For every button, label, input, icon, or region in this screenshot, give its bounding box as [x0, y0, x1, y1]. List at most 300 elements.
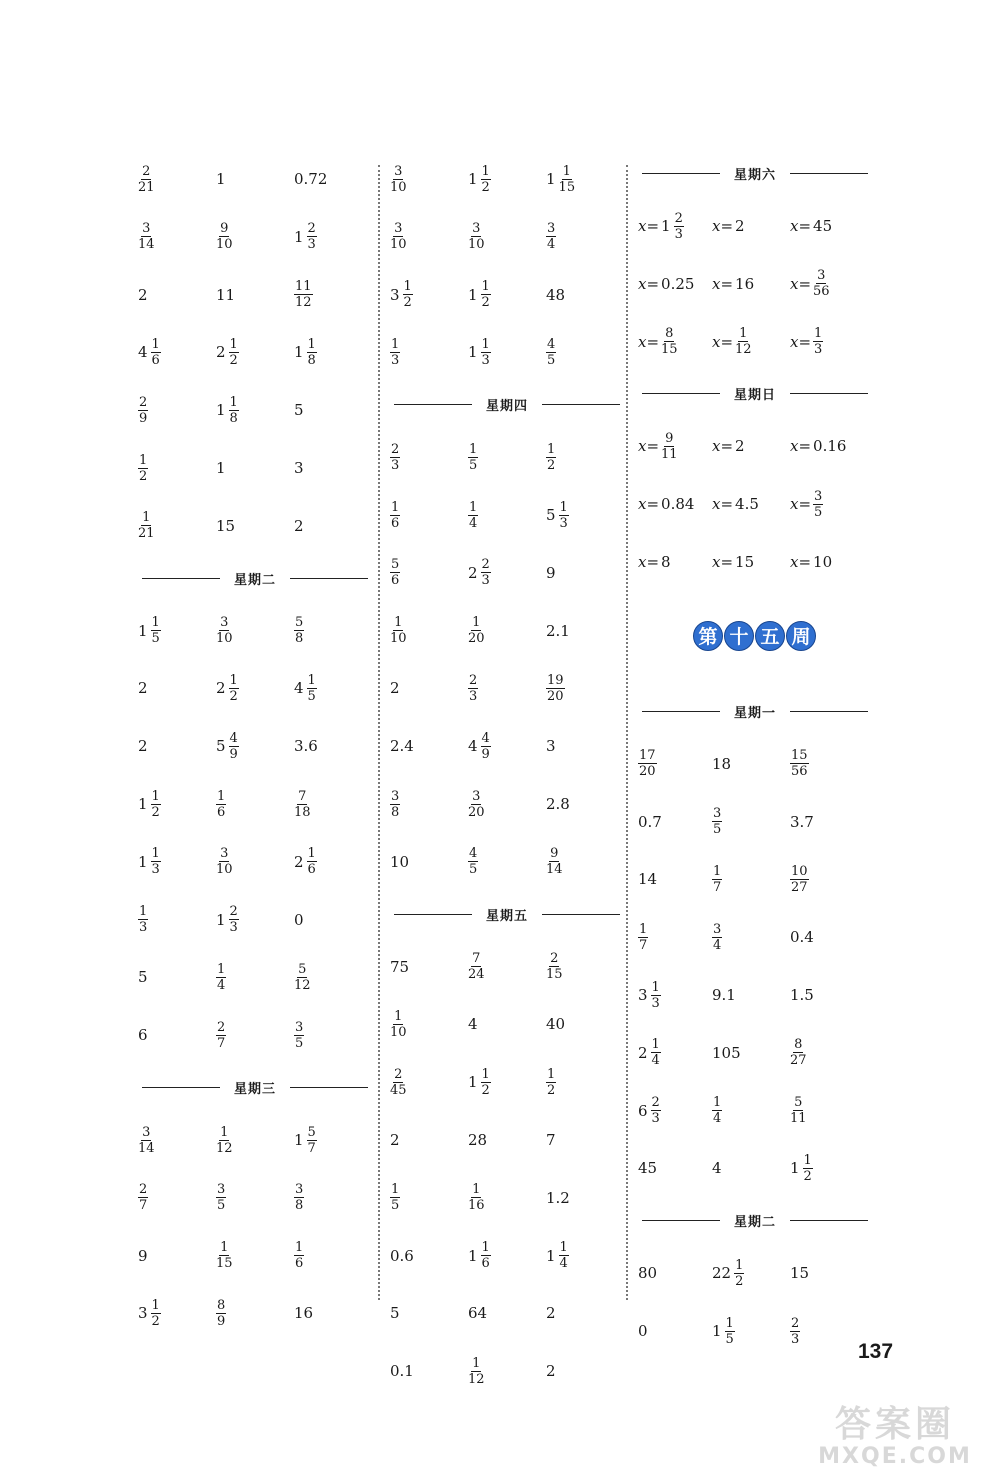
- fraction: [468, 1182, 485, 1213]
- denominator: 5: [295, 1035, 304, 1051]
- numerator: 10: [791, 863, 808, 879]
- fraction: [138, 510, 155, 541]
- variable-prefix: x=: [638, 437, 660, 456]
- answer-cell: [638, 859, 657, 899]
- value-text: 2: [138, 737, 148, 756]
- fraction: [138, 1125, 155, 1156]
- denominator: 5: [391, 1198, 400, 1214]
- denominator: 5: [217, 1198, 226, 1214]
- fraction: [546, 673, 565, 704]
- denominator: 7: [217, 1035, 226, 1051]
- watermark-url: MXQE.COM: [818, 1444, 972, 1469]
- numerator: 5: [391, 557, 400, 573]
- numerator: 1: [803, 1152, 812, 1168]
- denominator: 6: [307, 862, 316, 878]
- answer-row: [382, 1236, 622, 1276]
- answer-cell: [294, 784, 311, 824]
- answer-cell: [638, 264, 694, 304]
- fraction: [216, 221, 233, 252]
- value-text: 2: [390, 1131, 400, 1149]
- numerator: 1: [307, 336, 316, 352]
- answer-row: [130, 1178, 370, 1218]
- numerator: 3: [394, 221, 403, 237]
- whole-part: 1: [790, 1159, 800, 1178]
- answer-row: [382, 726, 622, 766]
- answer-row: [130, 668, 370, 708]
- numerator: 1: [229, 394, 238, 410]
- answer-cell: [138, 1015, 148, 1055]
- fraction: [390, 164, 407, 195]
- answer-cell: [638, 744, 657, 784]
- value-text: 48: [546, 285, 566, 304]
- fraction: [813, 268, 830, 299]
- whole-part: 1: [138, 621, 148, 640]
- numerator: 1: [151, 788, 160, 804]
- denominator: 9: [217, 1313, 226, 1329]
- fraction: [651, 1095, 661, 1126]
- denominator: 6: [295, 1256, 304, 1272]
- numerator: 1: [481, 336, 490, 352]
- fraction: [229, 337, 239, 368]
- answer-cell: [294, 1120, 317, 1160]
- answer-row: [630, 1311, 870, 1351]
- whole-part: 4: [294, 679, 304, 698]
- denominator: 10: [216, 862, 233, 878]
- numerator: 5: [298, 961, 307, 977]
- answer-row: [130, 611, 370, 651]
- day-heading: [382, 902, 622, 926]
- answer-cell: [294, 1236, 304, 1276]
- answer-cell: [546, 1178, 570, 1218]
- whole-part: 1: [138, 795, 148, 813]
- fraction: [138, 164, 155, 195]
- answer-cell: [546, 332, 556, 372]
- denominator: 3: [791, 1331, 800, 1347]
- fraction: [559, 500, 569, 531]
- numerator: 1: [391, 336, 400, 352]
- variable-prefix: x=: [638, 495, 660, 514]
- fraction: [151, 337, 161, 368]
- answer-cell: [790, 542, 832, 582]
- fraction: [790, 864, 809, 895]
- numerator: 1: [391, 499, 400, 515]
- value-text: 40: [546, 1015, 566, 1034]
- denominator: 4: [559, 1256, 568, 1272]
- answer-cell: [390, 1236, 414, 1276]
- denominator: 5: [814, 504, 823, 520]
- fraction: [151, 615, 161, 646]
- numerator: 1: [229, 336, 238, 352]
- numerator: 1: [469, 499, 478, 515]
- answer-cell: [294, 506, 304, 546]
- denominator: 10: [390, 179, 407, 195]
- answer-cell: [546, 1120, 556, 1160]
- denominator: 2: [547, 457, 556, 473]
- watermark-logo: [800, 1405, 990, 1469]
- denominator: 14: [546, 862, 563, 878]
- numerator: 19: [547, 672, 564, 688]
- value-text: 14: [638, 870, 658, 889]
- answer-cell: [468, 1062, 491, 1102]
- fraction: [403, 279, 413, 310]
- fraction: [546, 1067, 556, 1098]
- numerator: 1: [481, 1066, 490, 1082]
- whole-part: 5: [216, 737, 226, 756]
- answer-cell: [546, 1062, 556, 1102]
- day-heading: [382, 392, 622, 416]
- numerator: 1: [394, 615, 403, 631]
- fraction: [390, 337, 400, 368]
- denominator: 21: [138, 526, 155, 542]
- fraction: [216, 962, 226, 993]
- value-text: 0.84: [661, 495, 695, 514]
- answer-cell: [546, 159, 575, 199]
- answer-cell: [638, 1148, 657, 1188]
- value-text: 0.72: [294, 170, 328, 188]
- value-text: 0.7: [638, 812, 662, 831]
- whole-part: 2: [216, 343, 226, 362]
- whole-part: 1: [661, 217, 671, 235]
- numerator: 9: [550, 846, 559, 862]
- value-text: 2: [138, 285, 148, 304]
- denominator: 3: [391, 457, 400, 473]
- denominator: 11: [661, 446, 678, 462]
- numerator: 9: [220, 221, 229, 237]
- denominator: 2: [481, 1082, 490, 1098]
- numerator: 3: [391, 788, 400, 804]
- day-title: 星期二: [233, 572, 276, 588]
- answer-cell: [390, 217, 407, 257]
- value-text: 0.4: [790, 928, 814, 947]
- answer-cell: [712, 206, 745, 246]
- numerator: 3: [220, 615, 229, 631]
- week-badge-char: 五: [755, 621, 785, 651]
- day-heading: [630, 1208, 870, 1232]
- value-text: 5: [294, 401, 304, 420]
- answer-cell: [468, 495, 478, 535]
- answer-cell: [638, 1091, 661, 1131]
- answer-cell: [790, 744, 809, 784]
- denominator: 4: [217, 977, 226, 993]
- value-text: 9: [546, 563, 556, 582]
- numerator: 1: [217, 788, 226, 804]
- answer-cell: [390, 784, 400, 824]
- answer-row: [382, 668, 622, 708]
- answer-cell: [790, 802, 814, 842]
- numerator: 2: [139, 394, 148, 410]
- answer-cell: [294, 275, 313, 315]
- denominator: 6: [217, 804, 226, 820]
- answer-cell: [638, 426, 678, 466]
- fraction: [790, 1095, 807, 1126]
- answer-cell: [390, 1062, 407, 1102]
- denominator: 7: [713, 879, 722, 895]
- denominator: 4: [713, 937, 722, 953]
- numerator: 3: [394, 163, 403, 179]
- value-text: 3: [294, 459, 304, 477]
- fraction: [712, 1095, 722, 1126]
- fraction: [725, 1316, 735, 1347]
- value-text: 28: [468, 1131, 488, 1149]
- variable-prefix: x=: [712, 217, 734, 235]
- whole-part: 4: [138, 343, 148, 362]
- answer-cell: [390, 332, 400, 372]
- fraction: [468, 673, 478, 704]
- answer-row: [382, 217, 622, 257]
- numerator: 1: [151, 1297, 160, 1313]
- fraction: [151, 846, 161, 877]
- answer-row: [382, 495, 622, 535]
- answer-cell: [468, 947, 485, 987]
- value-text: 2: [294, 516, 304, 535]
- day-title: 星期五: [485, 908, 528, 924]
- fraction: [229, 673, 239, 704]
- denominator: 2: [481, 295, 490, 311]
- fraction: [307, 221, 317, 252]
- whole-part: 1: [468, 1073, 478, 1092]
- fraction: [151, 789, 161, 820]
- answer-cell: [216, 900, 239, 940]
- variable-prefix: x=: [712, 274, 734, 293]
- answer-cell: [546, 495, 569, 535]
- denominator: 6: [481, 1256, 490, 1272]
- numerator: 1: [814, 326, 823, 342]
- fraction: [638, 922, 648, 953]
- value-text: 2: [138, 679, 148, 698]
- value-text: 2: [546, 1362, 556, 1381]
- fraction: [481, 279, 491, 310]
- answer-cell: [390, 1293, 400, 1333]
- numerator: 2: [674, 210, 683, 226]
- variable-prefix: x=: [790, 495, 812, 514]
- fraction: [216, 1298, 226, 1329]
- denominator: 56: [813, 284, 830, 300]
- heading-rule: [142, 578, 220, 579]
- answer-cell: [390, 437, 400, 477]
- numerator: 2: [469, 672, 478, 688]
- day-title: 星期三: [233, 1082, 276, 1097]
- variable-prefix: x=: [638, 553, 660, 571]
- numerator: 1: [735, 1257, 744, 1273]
- answer-cell: [216, 1015, 226, 1055]
- answer-cell: [294, 842, 317, 882]
- fraction: [813, 489, 823, 520]
- denominator: 2: [151, 804, 160, 820]
- answer-cell: [390, 553, 400, 593]
- answer-cell: [638, 917, 648, 957]
- fraction: [138, 221, 155, 252]
- heading-rule: [394, 404, 472, 405]
- heading-rule: [642, 173, 720, 174]
- answer-cell: [546, 275, 565, 315]
- numerator: 1: [142, 510, 151, 526]
- fraction: [138, 453, 148, 484]
- answer-cell: [790, 264, 830, 304]
- fraction: [734, 1258, 744, 1289]
- fraction: [546, 221, 556, 252]
- answer-row: [630, 1253, 870, 1293]
- fraction: [390, 1009, 407, 1040]
- answer-cell: [712, 917, 722, 957]
- variable-prefix: x=: [790, 437, 812, 456]
- whole-part: 1: [712, 1322, 722, 1340]
- fraction: [661, 326, 678, 357]
- numerator: 1: [481, 1240, 490, 1256]
- answer-cell: [790, 206, 832, 246]
- fraction: [390, 221, 407, 252]
- value-text: 2: [390, 679, 400, 698]
- denominator: 20: [547, 688, 564, 704]
- value-text: 6: [138, 1026, 148, 1045]
- numerator: 1: [481, 163, 490, 179]
- numerator: 3: [472, 221, 481, 237]
- fraction: [307, 673, 317, 704]
- answer-cell: [216, 390, 239, 430]
- answer-row: [382, 842, 622, 882]
- value-text: 10: [813, 553, 833, 571]
- answer-row: [382, 553, 622, 593]
- fraction: [468, 951, 485, 982]
- answer-cell: [468, 726, 491, 766]
- fraction: [481, 1067, 491, 1098]
- fraction: [481, 557, 491, 588]
- answer-row: [130, 1236, 370, 1276]
- answer-cell: [638, 975, 661, 1015]
- value-text: 1: [216, 459, 226, 477]
- fraction: [229, 731, 239, 762]
- numerator: 1: [151, 336, 160, 352]
- fraction: [813, 326, 823, 357]
- numerator: 1: [220, 1124, 229, 1140]
- numerator: 1: [651, 1037, 660, 1053]
- denominator: 3: [151, 862, 160, 878]
- column-divider: [626, 165, 628, 1300]
- value-text: 1.2: [546, 1188, 570, 1207]
- answer-cell: [712, 1148, 722, 1188]
- answer-cell: [390, 842, 409, 882]
- day-heading: [630, 699, 870, 723]
- answer-cell: [638, 1033, 661, 1073]
- answer-cell: [390, 275, 413, 315]
- whole-part: 3: [138, 1304, 148, 1323]
- denominator: 3: [307, 237, 316, 253]
- value-text: 5: [138, 968, 148, 987]
- answer-row: [382, 611, 622, 651]
- denominator: 15: [216, 1256, 233, 1272]
- day-heading: [630, 381, 870, 405]
- numerator: 1: [307, 672, 316, 688]
- answer-cell: [712, 264, 754, 304]
- value-text: 4: [468, 1015, 478, 1034]
- denominator: 27: [791, 879, 808, 895]
- answer-cell: [712, 322, 752, 362]
- answer-cell: [546, 217, 556, 257]
- fraction: [216, 615, 233, 646]
- fraction: [294, 279, 313, 310]
- denominator: 24: [468, 967, 485, 983]
- fraction: [468, 1356, 485, 1387]
- numerator: 1: [139, 904, 148, 920]
- answer-row: [130, 448, 370, 488]
- fraction: [390, 789, 400, 820]
- answer-row: [130, 957, 370, 997]
- fraction: [138, 395, 148, 426]
- fraction: [546, 442, 556, 473]
- heading-rule: [394, 914, 472, 915]
- fraction: [559, 164, 576, 195]
- answer-cell: [468, 784, 485, 824]
- answer-cell: [468, 332, 491, 372]
- numerator: 1: [139, 452, 148, 468]
- numerator: 3: [472, 788, 481, 804]
- value-text: 15: [790, 1264, 810, 1283]
- fraction: [216, 846, 233, 877]
- denominator: 3: [814, 342, 823, 358]
- denominator: 8: [295, 1198, 304, 1214]
- denominator: 5: [307, 688, 316, 704]
- denominator: 20: [468, 804, 485, 820]
- denominator: 15: [546, 967, 563, 983]
- answer-cell: [712, 744, 731, 784]
- value-text: 2: [546, 1304, 556, 1323]
- denominator: 3: [139, 920, 148, 936]
- denominator: 2: [735, 1273, 744, 1289]
- variable-prefix: x=: [638, 217, 660, 235]
- value-text: 64: [468, 1304, 488, 1323]
- numerator: 1: [739, 326, 748, 342]
- numerator: 1: [217, 961, 226, 977]
- denominator: 3: [559, 515, 568, 531]
- day-title: 星期二: [733, 1215, 776, 1231]
- answer-cell: [790, 426, 846, 466]
- denominator: 10: [216, 237, 233, 253]
- answer-cell: [790, 1311, 800, 1351]
- value-text: 80: [638, 1264, 658, 1283]
- numerator: 1: [639, 921, 648, 937]
- heading-rule: [542, 404, 620, 405]
- whole-part: 5: [546, 506, 556, 524]
- whole-part: 1: [468, 170, 478, 188]
- whole-part: 1: [468, 343, 478, 362]
- value-text: 16: [735, 274, 755, 293]
- answer-cell: [390, 611, 407, 651]
- fraction: [468, 500, 478, 531]
- fraction: [307, 846, 317, 877]
- denominator: 15: [558, 179, 576, 195]
- numerator: 4: [481, 730, 490, 746]
- numerator: 5: [794, 1095, 803, 1111]
- fraction: [390, 557, 400, 588]
- answer-cell: [138, 506, 155, 546]
- answer-cell: [216, 1120, 233, 1160]
- answer-cell: [138, 668, 148, 708]
- answer-row: [630, 975, 870, 1015]
- denominator: 6: [151, 352, 160, 368]
- answer-cell: [790, 484, 823, 524]
- value-text: 45: [638, 1159, 658, 1178]
- whole-part: 1: [216, 910, 226, 929]
- denominator: 8: [307, 352, 316, 368]
- answer-cell: [390, 668, 400, 708]
- answer-row: [382, 1293, 622, 1333]
- answer-cell: [294, 390, 304, 430]
- denominator: 12: [294, 977, 311, 993]
- heading-rule: [642, 711, 720, 712]
- fraction: [390, 1182, 400, 1213]
- answer-cell: [790, 1148, 813, 1188]
- denominator: 5: [725, 1331, 734, 1347]
- fraction: [674, 211, 684, 242]
